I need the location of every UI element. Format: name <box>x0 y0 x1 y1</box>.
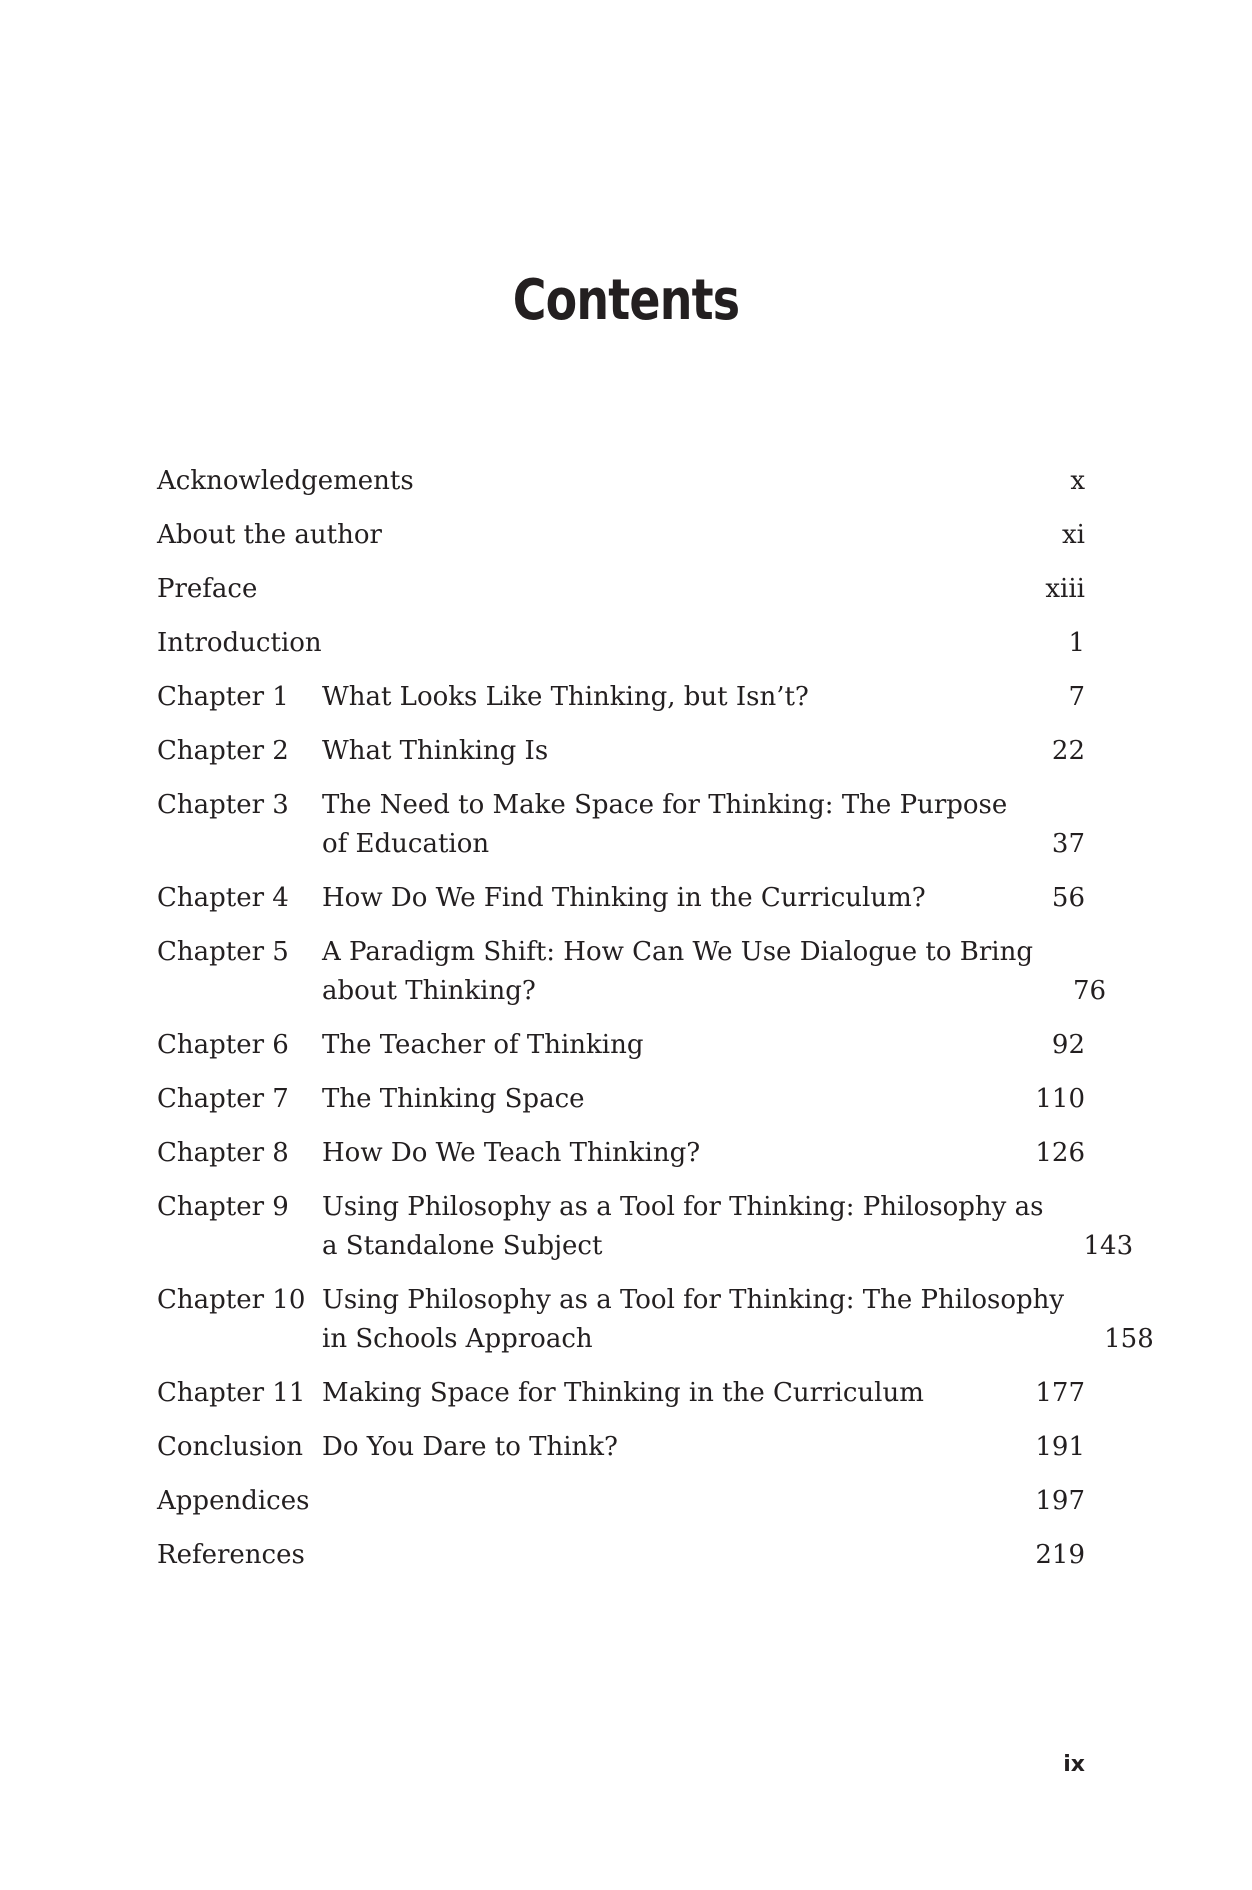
toc-entry-label: Introduction <box>157 628 322 658</box>
toc-entry-title <box>322 1281 1104 1359</box>
toc-entry-page-number: 158 <box>1104 1324 1154 1354</box>
toc-entry-page-number: 22 <box>1051 736 1085 766</box>
toc-entry-page-number: 37 <box>1051 829 1085 859</box>
toc-entry <box>157 879 1085 918</box>
toc-entry-page-number: xi <box>1062 520 1085 550</box>
toc-entry <box>157 1536 1085 1575</box>
toc-entry <box>157 1428 1085 1467</box>
toc-entry-title <box>322 1134 1035 1173</box>
toc-entry-page-number: 76 <box>1072 976 1107 1006</box>
toc-entry-label: Preface <box>157 574 258 604</box>
toc-entry-page-number: 1 <box>1068 628 1085 658</box>
toc-entry <box>157 1134 1085 1173</box>
toc-entry-title-line: How Do We Teach Thinking? <box>322 1138 701 1168</box>
toc-entry-page-number: 219 <box>1035 1540 1085 1570</box>
toc-entry-title-line: a Standalone Subject <box>322 1231 603 1261</box>
toc-entry <box>157 516 1085 555</box>
toc-entry-label: Chapter 10 <box>157 1285 306 1315</box>
toc-entry-title-line: A Paradigm Shift: How Can We Use Dialogue to Bring <box>322 937 1033 967</box>
page-number: ix <box>1063 1752 1085 1777</box>
toc-entry-title-line: Using Philosophy as a Tool for Thinking: Philosophy as <box>322 1192 1044 1222</box>
toc-entry-title <box>322 732 1052 771</box>
toc-entry-page-number: 7 <box>1068 682 1085 712</box>
toc-entry-title-line: What Looks Like Thinking, but Isn’t? <box>322 682 809 712</box>
toc-entry <box>157 933 1107 1011</box>
toc-entry <box>157 1374 1085 1413</box>
toc-entry-label: Chapter 8 <box>157 1138 289 1168</box>
toc-entry-title-line: Do You Dare to Think? <box>322 1432 618 1462</box>
toc-entry-label: Conclusion <box>157 1432 303 1462</box>
toc-entry-title-line: What Thinking Is <box>322 736 549 766</box>
toc-entry-title-line: about Thinking? <box>322 976 536 1006</box>
toc-entry-title-line: Making Space for Thinking in the Curriculum <box>322 1378 924 1408</box>
toc-entry-label: Chapter 3 <box>157 790 289 820</box>
toc-entry-label: Chapter 5 <box>157 937 289 967</box>
toc-entry-page-number: xiii <box>1045 574 1085 604</box>
toc-entry-page-number: 92 <box>1051 1030 1085 1060</box>
toc-entry-title <box>322 1026 1052 1065</box>
toc-entry-page-number: 197 <box>1035 1486 1085 1516</box>
toc-entry-label: Chapter 2 <box>157 736 289 766</box>
toc-entry-page-number: 110 <box>1035 1084 1085 1114</box>
toc-entry-title <box>322 1374 1035 1413</box>
toc-entry <box>157 624 1085 663</box>
toc-entry-title-line: How Do We Find Thinking in the Curriculum? <box>322 883 926 913</box>
toc-entry-page-number: 191 <box>1035 1432 1085 1462</box>
toc-entry-label: References <box>157 1540 305 1570</box>
toc-entry-label: Chapter 1 <box>157 682 289 712</box>
table-of-contents <box>157 462 1154 1590</box>
toc-entry-title <box>322 786 1052 864</box>
toc-entry-title <box>322 678 1068 717</box>
toc-entry <box>157 732 1085 771</box>
toc-entry-label: Chapter 6 <box>157 1030 289 1060</box>
toc-entry-page-number: 177 <box>1035 1378 1085 1408</box>
toc-entry <box>157 786 1085 864</box>
toc-entry-label: Chapter 7 <box>157 1084 289 1114</box>
toc-entry-label: Chapter 4 <box>157 883 289 913</box>
toc-entry <box>157 1080 1085 1119</box>
toc-entry <box>157 1188 1134 1266</box>
toc-entry-label: Appendices <box>157 1486 310 1516</box>
toc-entry-title-line: in Schools Approach <box>322 1324 593 1354</box>
toc-entry <box>157 570 1085 609</box>
toc-entry-page-number: 143 <box>1083 1231 1134 1261</box>
toc-entry-title-line: The Thinking Space <box>322 1084 585 1114</box>
toc-entry-title-line: The Need to Make Space for Thinking: The Purpose <box>322 790 1008 820</box>
toc-entry-title <box>322 1080 1035 1119</box>
toc-entry <box>157 678 1085 717</box>
toc-entry-page-number: 56 <box>1051 883 1085 913</box>
toc-entry-title <box>322 933 1073 1011</box>
toc-entry-label: Chapter 11 <box>157 1378 306 1408</box>
toc-entry <box>157 1281 1154 1359</box>
page-title: Contents <box>512 268 740 333</box>
toc-entry-title-line: of Education <box>322 829 490 859</box>
toc-entry <box>157 462 1085 501</box>
toc-entry-title <box>322 1428 1035 1467</box>
toc-entry <box>157 1026 1085 1065</box>
toc-entry-title-line: Using Philosophy as a Tool for Thinking: The Philosophy <box>322 1285 1065 1315</box>
toc-entry-label: About the author <box>157 520 382 550</box>
toc-entry-page-number: 126 <box>1035 1138 1085 1168</box>
toc-entry-label: Acknowledgements <box>157 466 414 496</box>
toc-entry-label: Chapter 9 <box>157 1192 289 1222</box>
toc-entry <box>157 1482 1085 1521</box>
toc-entry-title <box>322 1188 1083 1266</box>
toc-entry-title <box>322 879 1052 918</box>
toc-entry-title-line: The Teacher of Thinking <box>322 1030 644 1060</box>
toc-entry-page-number: x <box>1070 466 1085 496</box>
